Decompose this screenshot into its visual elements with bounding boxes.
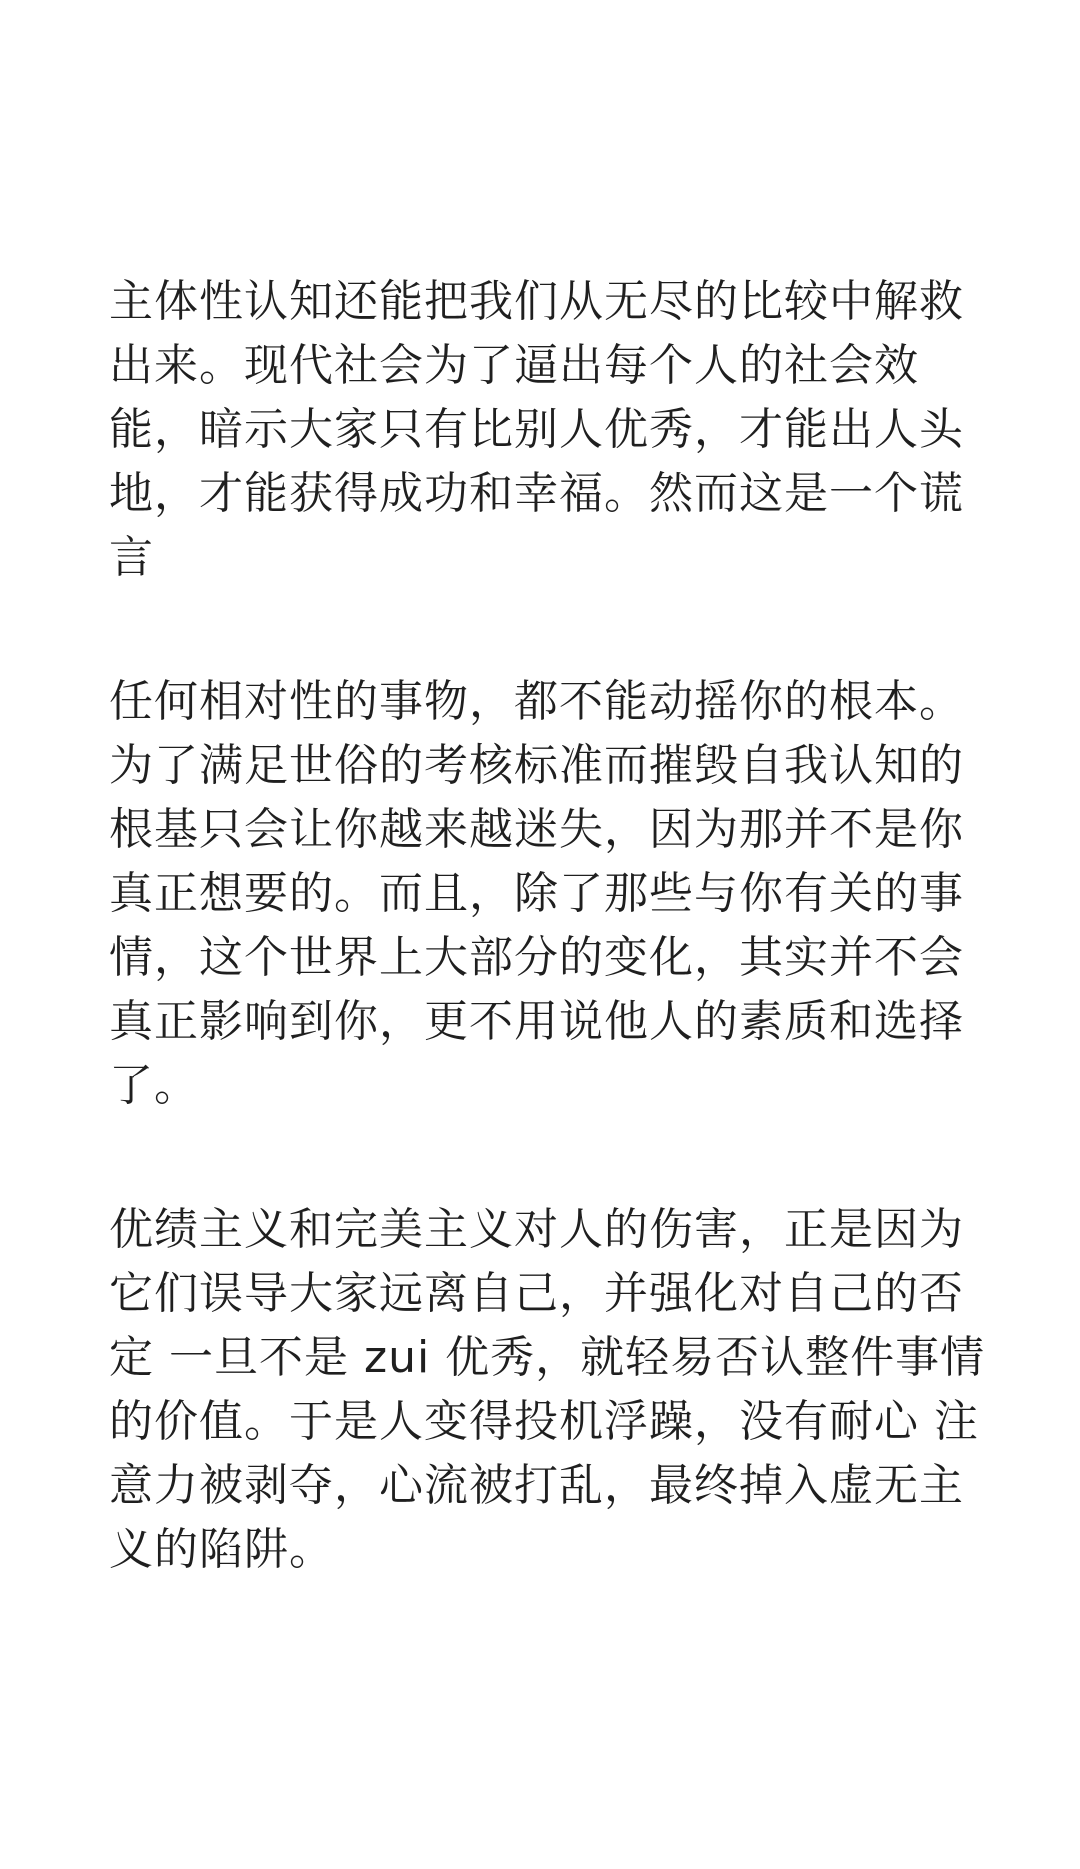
paragraph-3: 优绩主义和完美主义对人的伤害，正是因为它们误导大家远离自己，并强化对自己的否定 一旦不是 zui 优秀，就轻易否认整件事情的价值。于是人变得投机浮躁，没有耐心 注意力被剥夺，心流被打乱，最终掉入虚无主义的陷阱。 bbox=[109, 1204, 986, 1575]
paragraph-1: 主体性认知还能把我们从无尽的比较中解救出来。现代社会为了逼出每个人的社会效能，暗示大家只有比别人优秀，才能出人头地，才能获得成功和幸福。然而这是一个谎言 bbox=[109, 276, 964, 583]
article-body bbox=[109, 270, 989, 1582]
paragraph-2: 任何相对性的事物，都不能动摇你的根本。为了满足世俗的考核标准而摧毁自我认知的根基只会让你越来越迷失，因为那并不是你真正想要的。而且，除了那些与你有关的事情，这个世界上大部分的变化，其实并不会真正影响到你，更不用说他人的素质和选择了。 bbox=[109, 676, 964, 1111]
